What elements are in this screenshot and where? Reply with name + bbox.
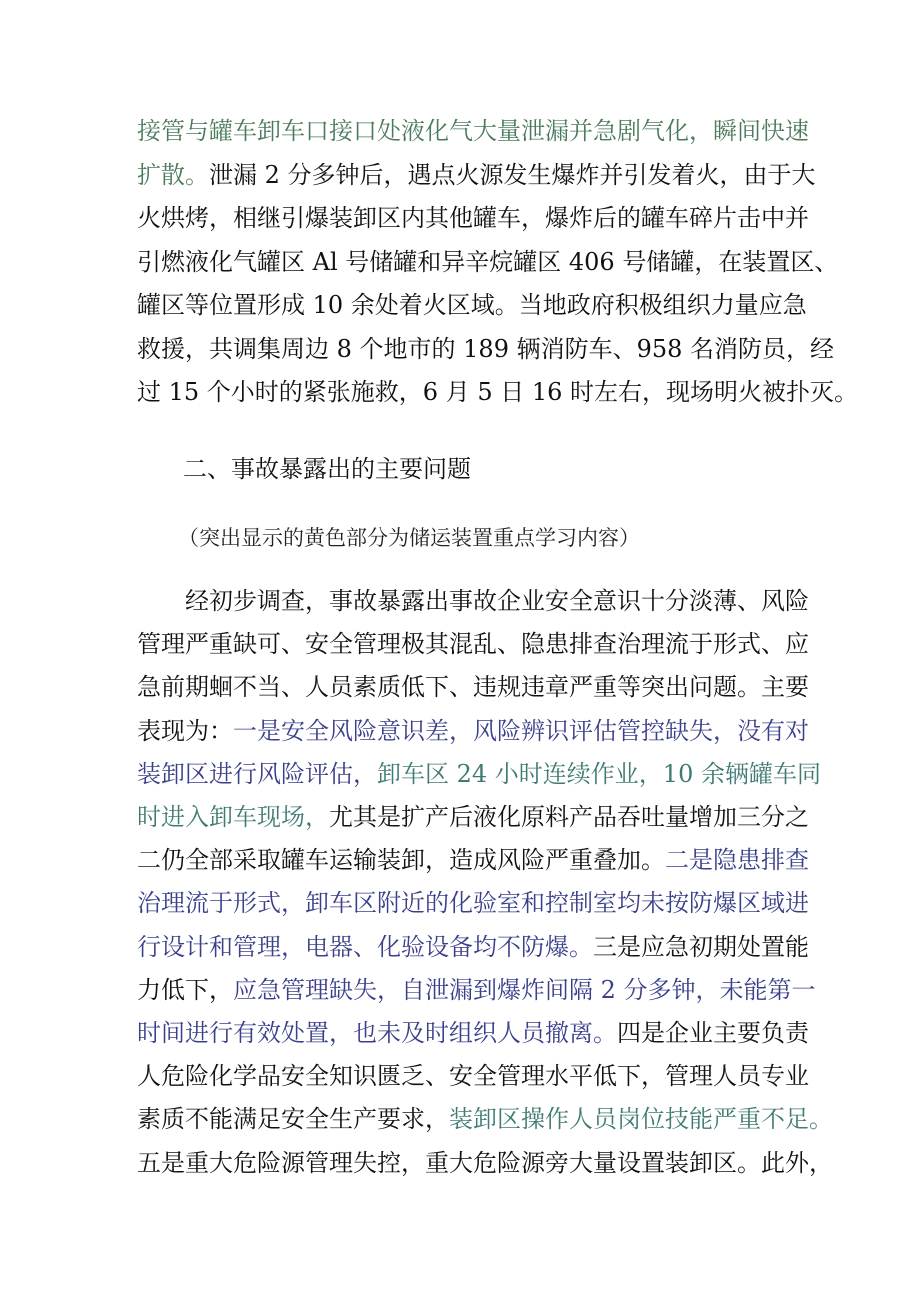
highlight-note: （突出显示的黄色部分为储运装置重点学习内容）	[178, 526, 640, 550]
highlighted-text: 扩散。	[137, 160, 209, 189]
text-run: 力低下，	[137, 975, 233, 1004]
paragraph-line	[137, 1098, 833, 1141]
paragraph-line	[137, 969, 816, 1012]
paragraph-line	[137, 926, 809, 969]
text-run: 三是应急初期处置能	[593, 932, 809, 961]
highlighted-text: 应急管理缺失，自泄漏到爆炸间隔 2 分多钟，未能第一	[233, 975, 816, 1004]
highlighted-text: 装卸区进行风险评估，	[137, 759, 377, 788]
paragraph-line	[137, 154, 816, 198]
highlighted-text: 卸车区 24 小时连续作业，10 余辆罐车同	[377, 759, 821, 788]
text-run: 尤其是扩产后液化原料产品吞吐量增加三分之	[329, 803, 809, 832]
highlighted-text: 二是隐患排查	[665, 846, 809, 875]
paragraph-line: 救援，共调集周边 8 个地市的 189 辆消防车、958 名消防员，经	[137, 334, 835, 363]
paragraph-line	[137, 1012, 809, 1055]
paragraph-line: 经初步调查，事故暴露出事故企业安全意识十分淡薄、风险	[185, 587, 809, 615]
paragraph-line: 过 15 个小时的紧张施救，6 月 5 日 16 时左右，现场明火被扑灭。	[137, 378, 859, 406]
text-run: 二仍全部采取罐车运输装卸，造成风险严重叠加。	[137, 846, 665, 875]
paragraph-line: 管理严重缺可、安全管理极其混乱、隐患排查治理流于形式、应	[137, 630, 809, 659]
paragraph-line	[137, 796, 809, 839]
highlighted-text: 行设计和管理，电器、化验设备均不防爆。	[137, 932, 593, 961]
paragraph-line: 人危险化学品安全知识匮乏、安全管理水平低下，管理人员专业	[137, 1062, 809, 1091]
paragraph-line	[137, 710, 809, 753]
paragraph-line	[137, 839, 809, 882]
section-heading: 二、事故暴露出的主要问题	[183, 455, 471, 483]
text-run: 表现为：	[137, 716, 233, 745]
paragraph-accident-process	[137, 110, 859, 415]
paragraph-line: 急前期蛔不当、人员素质低下、违规违章严重等突出问题。主要	[137, 673, 809, 702]
text-run: 素质不能满足安全生产要求，	[137, 1105, 449, 1134]
paragraph-line: 治理流于形式，卸车区附近的化验室和控制室均未按防爆区域进	[137, 889, 809, 918]
paragraph-line: 五是重大危险源管理失控，重大危险源旁大量设置装卸区。此外，	[137, 1148, 833, 1177]
paragraph-line: 接管与罐车卸车口接口处液化气大量泄漏并急剧气化，瞬间快速	[137, 117, 809, 145]
highlighted-text: 时间进行有效处置，也未及时组织人员撤离。	[137, 1019, 617, 1048]
paragraph-line: 火烘烤，相继引爆装卸区内其他罐车，爆炸后的罐车碎片击中并	[137, 204, 809, 232]
paragraph-problems	[137, 580, 833, 1185]
paragraph-line	[137, 753, 821, 796]
text-run: 泄漏 2 分多钟后，遇点火源发生爆炸并引发着火，由于大	[209, 160, 816, 189]
highlighted-text: 装卸区操作人员岗位技能严重不足。	[449, 1105, 833, 1134]
highlighted-text: 一是安全风险意识差，风险辨识评估管控缺失，没有对	[233, 716, 809, 745]
highlighted-text: 时进入卸车现场，	[137, 803, 329, 832]
paragraph-line: 引燃液化气罐区 Al 号储罐和异辛烷罐区 406 号储罐，在装置区、	[137, 247, 839, 276]
text-run: 四是企业主要负责	[617, 1019, 809, 1048]
paragraph-line: 罐区等位置形成 10 余处着火区域。当地政府积极组织力量应急	[137, 291, 807, 319]
